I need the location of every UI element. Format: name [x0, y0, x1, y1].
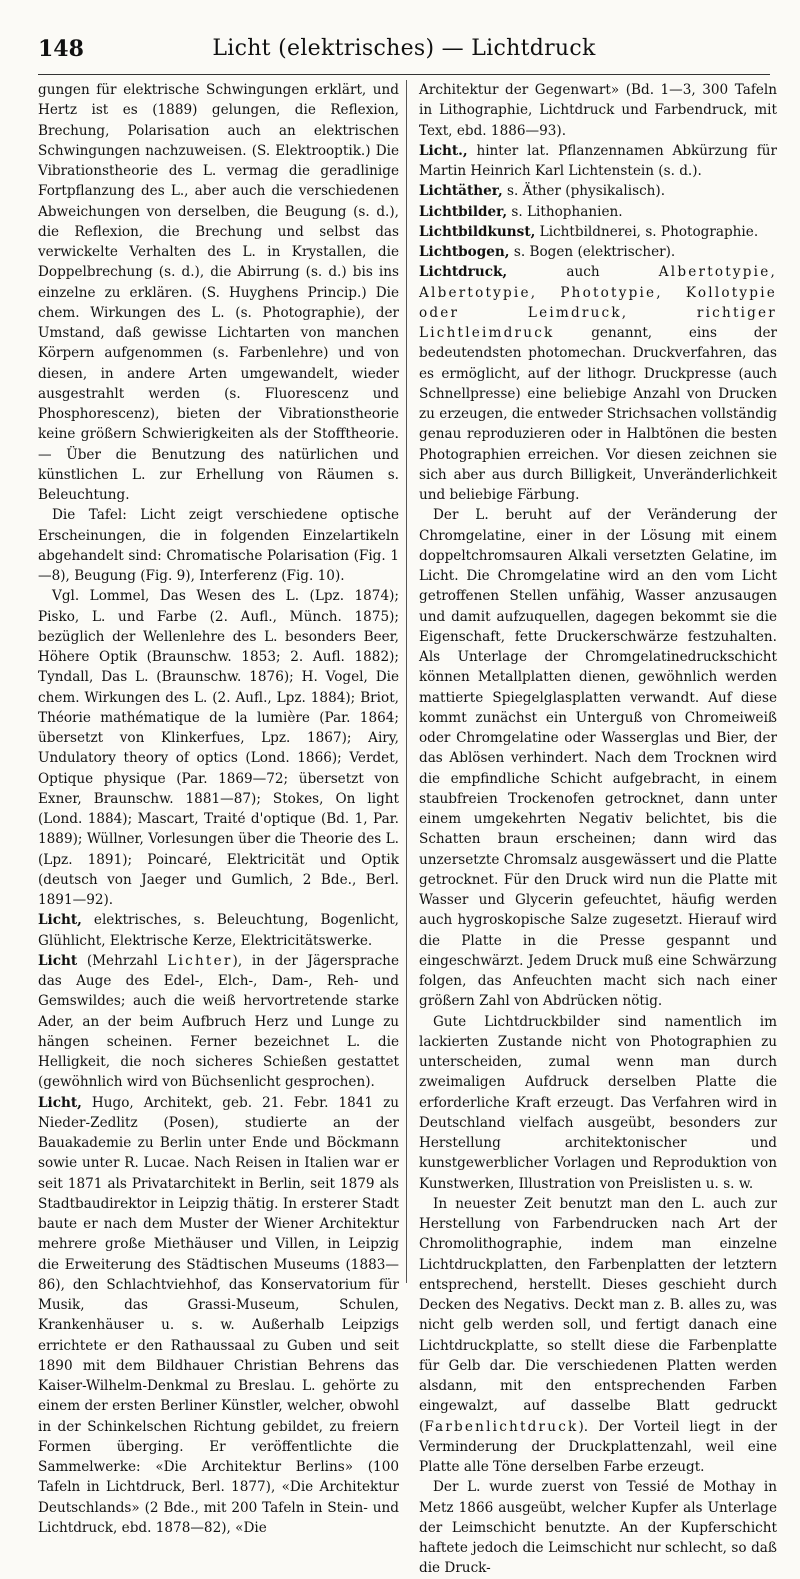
spaced-term: Albertotypie, Albertotypie, Phototypie, Kollotypie oder Leimdruck, richtiger Lichtleimdruck	[419, 264, 777, 341]
entry-text: Hugo, Architekt, geb. 21. Febr. 1841 zu Nieder-Zedlitz (Posen), studierte an der Bauakademie zu Berlin unter Ende und Böckmann sowie unter R. Lucae. Nach Reisen in Italien war er seit 1871 als Privatarchitekt in Berlin, seit 1879 als Stadtbaudirektor in Leipzig thätig. In ersterer Stadt baute er nach dem Muster der Wiener Architektur mehrere große Miethäuser und Villen, in Leipzig die Erweiterung des Städtischen Museums (1883—86), den Schlachtviehhof, das Konservatorium für Musik, das Grassi-Museum, Schulen, Krankenhäuser u. s. w. Außerhalb Leipzigs errichtete er den Rathaussaal zu Guben und seit 1890 mit dem Bildhauer Christian Behrens das Kaiser-Wilhelm-Denkmal zu Breslau. L. gehörte zu einem der ersten Berliner Künstler, welcher, obwohl in der Schinkelschen Richtung gebildet, zu freiern Formen überging. Er veröffentlichte die Sammelwerke: «Die Architektur Berlins» (100 Tafeln in Lichtdruck, Berl. 1877), «Die Architektur Deutschlands» (2 Bde., mit 200 Tafeln in Stein- und Lichtdruck, ebd. 1878—82), «Die	[38, 1094, 399, 1536]
paragraph: Architektur der Gegenwart» (Bd. 1—3, 300 Tafeln in Lithographie, Lichtdruck und Farbendruck, mit Text, ebd. 1886—93).	[419, 82, 777, 139]
entry-lichtdruck	[419, 262, 777, 505]
paragraph-text: ). Der Vorteil liegt in der Verminderung der Druckplattenzahl, weil eine Platte alle Töne derselben Farbe erzeugt.	[419, 1418, 777, 1475]
entry-lichtbilder	[419, 202, 777, 222]
page-number: 148	[38, 36, 84, 62]
column-divider	[406, 80, 407, 1283]
bibliography-paragraph: Vgl. Lommel, Das Wesen des L. (Lpz. 1874); Pisko, L. und Farbe (2. Aufl., Münch. 1875); bezüglich der Wellenlehre des L. besonders Beer, Höhere Optik (Braunschw. 1853; 2. Aufl. 1882); Tyndall, Das L. (Braunschw. 1876); H. Vogel, Die chem. Wirkungen des L. (2. Aufl., Lpz. 1884); Briot, Théorie mathématique de la lumière (Par. 1864; übersetzt von Klinkerfues, Lpz. 1867); Airy, Undulatory theory of optics (Lond. 1866); Verdet, Optique physique (Par. 1869—72; übersetzt von Exner, Braunschw. 1881—87); Stokes, On light (Lond. 1884); Mascart, Traité d'optique (Bd. 1, Par. 1889); Wüllner, Vorlesungen über die Theorie des L. (Lpz. 1891); Poincaré, Elektricität und Optik (deutsch von Jaeger und Gumlich, 2 Bde., Berl. 1891—92).	[38, 588, 399, 908]
entry-text: Lichtbildnerei, s. Photographie.	[535, 223, 759, 240]
entry-text: s. Bogen (elektrischer).	[509, 244, 676, 260]
entry-text: ), in der Jägersprache das Auge des Edel-, Elch-, Dam-, Reh- und Gemswildes; auch die weiß hervortretende starke Ader, an der beim Aufbruch Herz und Lunge zu hängen scheinen. Ferner bezeichnet L. die Helligkeit, die noch sicheres Schießen gestattet (gewöhnlich wird von Büchsenlicht gesprochen).	[38, 952, 399, 1091]
entry-text: hinter lat. Pflanzennamen Abkürzung für Martin Heinrich Karl Lichtenstein (s. d.).	[419, 142, 777, 179]
paragraph: Die Tafel: Licht zeigt verschiedene optische Erscheinungen, die in folgenden Einzelartikeln abgehandelt sind: Chromatische Polarisation (Fig. 1—8), Beugung (Fig. 9), Interferenz (Fig. 10).	[38, 507, 399, 584]
entry-headword: Licht.,	[419, 142, 468, 159]
paragraph: Der L. wurde zuerst von Tessié de Mothay in Metz 1866 ausgeübt, welcher Kupfer als Unterlage der Leimschicht benutzte. An der Kupferschicht haftete jedoch die Leimschicht nur schlecht, so daß die Druck-	[419, 1479, 777, 1577]
entry-licht-elektrisches	[38, 910, 399, 951]
entry-licht-abbrev	[419, 141, 777, 182]
entry-headword: Licht,	[38, 1094, 82, 1111]
entry-text: auch	[507, 264, 659, 281]
entry-licht-hugo	[38, 1093, 399, 1539]
left-column	[38, 80, 399, 1538]
entry-headword: Lichtdruck,	[419, 264, 508, 281]
entry-headword: Licht,	[38, 912, 82, 929]
entry-text: s. Lithophanien.	[507, 203, 623, 220]
paragraph	[419, 1194, 777, 1478]
entry-lichtbogen	[419, 242, 777, 262]
entry-text: elektrisches, s. Beleuchtung, Bogenlicht, Glühlicht, Elektrische Kerze, Elektricitätswerke.	[38, 912, 399, 949]
running-title: Licht (elektrisches) — Lichtdruck	[212, 36, 596, 61]
paragraph-text: In neuester Zeit benutzt man den L. auch zur Herstellung von Farbendrucken nach Art der Chromolithographie, indem man einzelne Lichtdruckplatten, den Farbenplatten der letztern entsprechend, herstellt. Dieses geschieht durch Decken des Negativs. Deckt man z. B. alles zu, was nicht gelb werden soll, und fertigt danach eine Lichtdruckplatte, so stellt diese die Farbenplatte für Gelb dar. Die verschiedenen Platten werden alsdann, mit den entsprechenden Farben eingewalzt, auf dasselbe Blatt gedruckt (	[419, 1195, 777, 1435]
entry-text: (Mehrzahl	[77, 952, 168, 969]
entry-headword: Lichtbilder,	[419, 203, 508, 220]
entry-headword: Lichtäther,	[419, 183, 503, 200]
spaced-term: Farbenlichtdruck	[424, 1418, 579, 1435]
entry-headword: Lichtbogen,	[419, 244, 510, 260]
entry-headword: Lichtbildkunst,	[419, 223, 536, 240]
right-column	[419, 80, 777, 1579]
paragraph: Der L. beruht auf der Veränderung der Chromgelatine, einer in der Lösung mit einem doppeltchromsauren Alkali versetzten Gelatine, im Licht. Die Chromgelatine wird an den vom Licht getroffenen Stellen unfähig, Wasser anzusaugen und damit aufzuquellen, dagegen bekommt sie die Eigenschaft, fette Druckerschwärze festzuhalten. Als Unterlage der Chromgelatinedruckschicht können Metallplatten dienen, gewöhnlich werden mattierte Spiegelglasplatten verwandt. Auf diese kommt zunächst ein Unterguß von Chromeiweiß oder Chromgelatine oder Wasserglas und Bier, der das Ablösen verhindert. Nach dem Trocknen wird die empfindliche Schicht aufgebracht, in einem staubfreien Trockenofen getrocknet, dann unter einem umgekehrten Negativ belichtet, bis die Schatten braun erscheinen; dann wird das unzersetzte Chromsalz ausgewässert und die Platte getrocknet. Für den Druck wird nun die Platte mit Wasser und Glycerin gefeuchtet, häufig werden auch hygroskopische Salze zugesetzt. Hierauf wird die Platte in die Presse gespannt und eingeschwärzt. Jedem Druck muß eine Schwärzung folgen, das Anfeuchten macht sich nach einer größern Zahl von Abdrücken nötig.	[419, 507, 777, 1010]
entry-licht-jaegersprache	[38, 951, 399, 1093]
entry-text: genannt, eins der bedeutendsten photomechan. Druckverfahren, das es ermöglicht, auf der lithogr. Druckpresse (auch Schnellpresse) eine beliebige Anzahl von Drucken zu erzeugen, die entweder Strichsachen vollständig genau reproduzieren oder in Halbtönen die besten Photographien erreichen. Vor diesen zeichnen sie sich aber aus durch Billigkeit, Unveränderlichkeit und beliebige Färbung.	[419, 325, 777, 503]
page-header	[38, 36, 770, 70]
entry-text: s. Äther (physikalisch).	[502, 183, 666, 200]
entry-lichtbildkunst	[419, 222, 777, 242]
paragraph: gungen für elektrische Schwingungen erklärt, und Hertz ist es (1889) gelungen, die Reflexion, Brechung, Polarisation auch an elektrischen Schwingungen nachzuweisen. (S. Elektrooptik.) Die Vibrationstheorie des L. vermag die geradlinige Fortpflanzung des L., aber auch die verschiedenen Abweichungen von derselben, die Beugung (s. d.), die Reflexion, die Brechung und selbst das verwickelte Verhalten des L. in Krystallen, die Doppelbrechung (s. d.), die Abirrung (s. d.) bis ins einzelne zu erklären. (S. Huyghens Princip.) Die chem. Wirkungen des L. (s. Photographie), der Umstand, daß gewisse Lichtarten von manchen Körpern aufgenommen (s. Farbenlehre) und von diesen, in andere Arten umgewandelt, wieder ausgestrahlt werden (s. Fluorescenz und Phosphorescenz), bieten der Vibrationstheorie keine größern Schwierigkeiten als der Stofftheorie.— Über die Benutzung des natürlichen und künstlichen L. zur Erhellung von Räumen s. Beleuchtung.	[38, 82, 399, 503]
entry-headword: Licht	[38, 952, 78, 969]
header-rule	[38, 74, 770, 75]
entry-lichtaether	[419, 181, 777, 201]
paragraph: Gute Lichtdruckbilder sind namentlich im lackierten Zustande nicht von Photographien zu unterscheiden, zumal wenn man durch zweimaligen Aufdruck derselben Platte die erforderliche Kraft erzeugt. Das Verfahren wird in Deutschland vielfach ausgeübt, besonders zur Herstellung architektonischer und kunstgewerblicher Vorlagen und Reproduktion von Kunstwerken, Illustration von Preislisten u. s. w.	[419, 1013, 777, 1192]
spaced-term: Lichter	[167, 952, 233, 969]
